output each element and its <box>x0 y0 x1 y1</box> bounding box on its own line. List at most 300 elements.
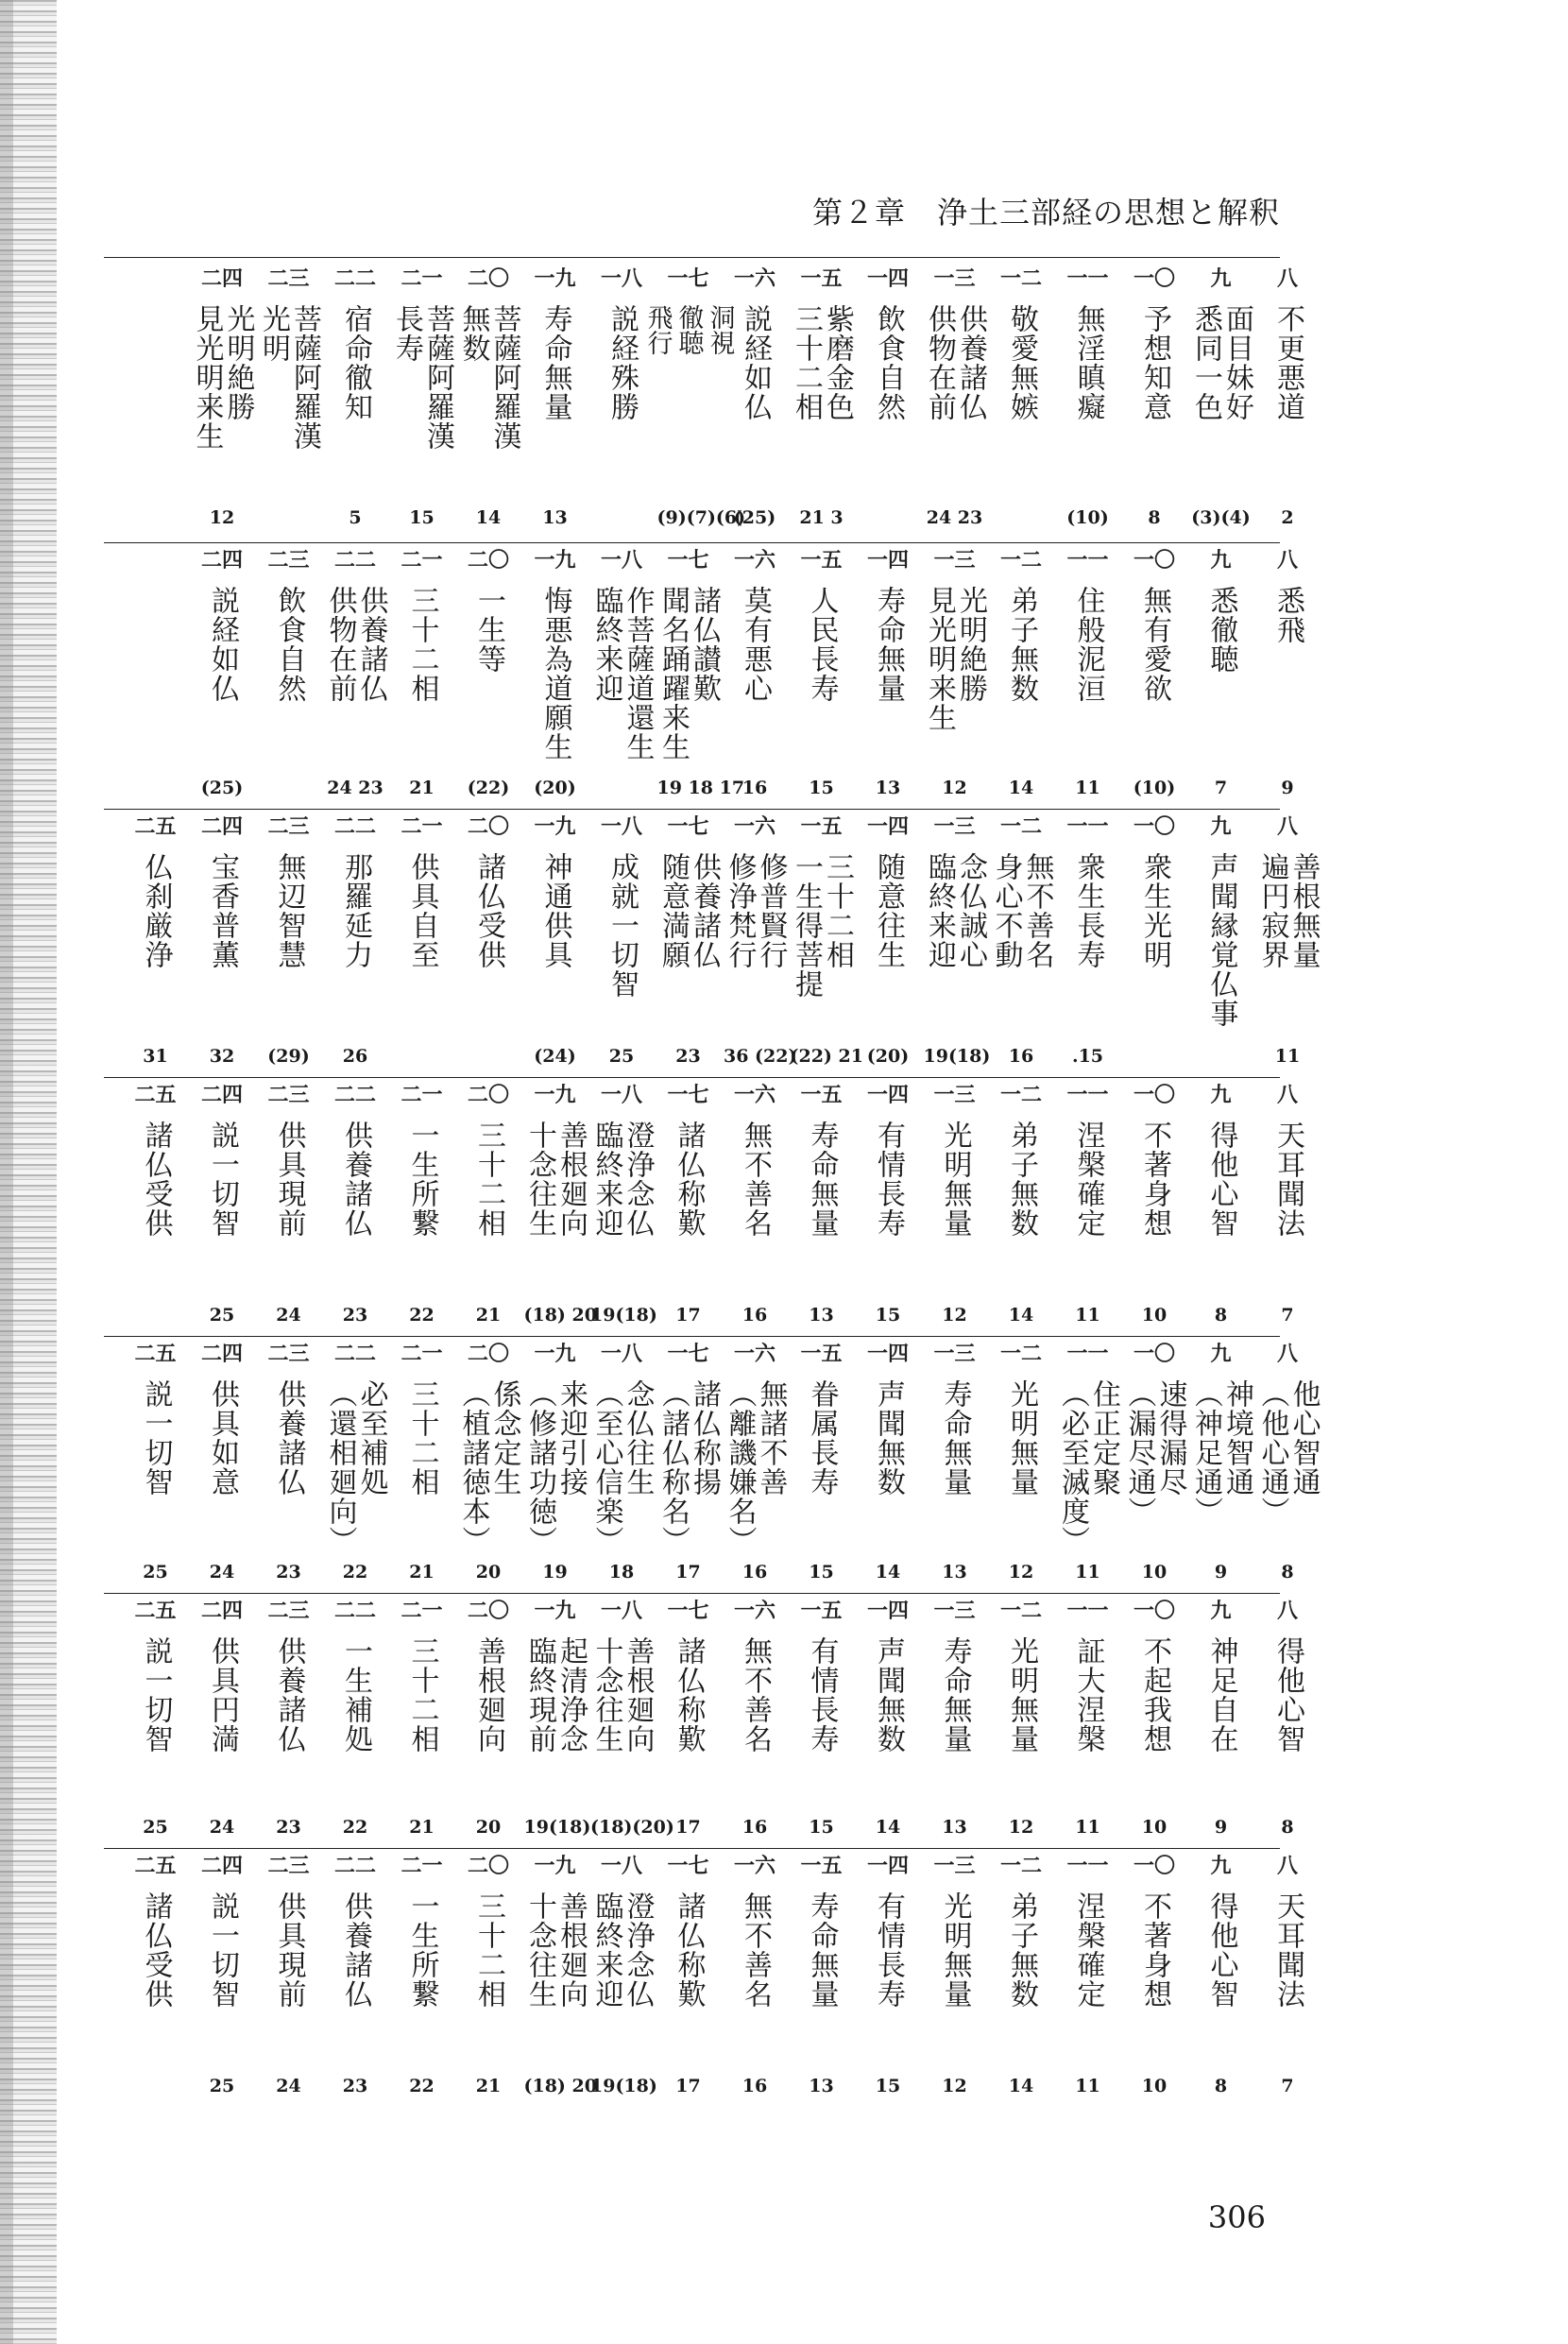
vow-title <box>873 1636 903 1754</box>
vow-title <box>1206 1636 1236 1754</box>
vow-title <box>1073 1891 1103 2009</box>
vow-reference-number: 25 <box>143 1562 168 1583</box>
vow-number: 九 <box>1210 548 1232 573</box>
vow-reference-number: 25 <box>608 1046 635 1067</box>
vow-number: 一一 <box>1066 814 1109 839</box>
table-cell <box>457 1854 520 2109</box>
vow-title-line: 十念往生 <box>523 1891 556 2009</box>
vow-title-line: 成就一切智 <box>605 852 639 999</box>
vow-title-line: 臨終来迎 <box>589 1121 623 1238</box>
vow-title-line: 供具自至 <box>405 852 439 969</box>
vow-title <box>591 586 653 761</box>
table-cell <box>391 1083 453 1338</box>
vow-reference-number: 25 <box>209 1305 235 1326</box>
table-cell <box>258 1599 320 1850</box>
vow-title <box>274 1636 304 1754</box>
vow-title <box>940 1379 970 1497</box>
table-cell <box>724 1342 786 1595</box>
table-cell <box>790 814 863 1079</box>
vow-title <box>1257 852 1319 969</box>
vow-title-line: 修普賢行 <box>754 852 788 969</box>
vow-reference-number: 10 <box>1141 2076 1167 2096</box>
vow-reference-number: 21 <box>409 1817 435 1838</box>
table-cell <box>791 1342 853 1595</box>
vow-reference-number: 14 <box>1008 1305 1034 1326</box>
vow-number: 一〇 <box>1133 1342 1175 1366</box>
vow-title-line: 念仏誠心 <box>954 852 987 969</box>
vow-reference-number: 18 <box>608 1562 635 1583</box>
vow-title-line: 悉同一色 <box>1189 304 1222 421</box>
table-cell <box>1123 1083 1185 1338</box>
vow-reference-number: 2 <box>1281 507 1294 528</box>
vow-title-line: 供具現前 <box>272 1891 306 2009</box>
table-cell <box>1057 548 1119 811</box>
vow-title <box>807 1636 837 1754</box>
vow-title <box>473 1636 503 1754</box>
vow-title-line: 涅槃確定 <box>1071 1891 1105 2009</box>
vow-title-line: 無不善名 <box>739 1121 772 1238</box>
vow-number: 一二 <box>999 548 1042 573</box>
vow-reference-number: 17 <box>675 1817 701 1838</box>
vow-number: 二一 <box>401 1599 443 1623</box>
vow-title <box>606 304 637 421</box>
vow-title <box>258 304 319 451</box>
vow-title-line: 善根廻向 <box>621 1636 655 1754</box>
vow-title-line: 臨終来迎 <box>589 586 623 703</box>
vow-title-line: 不著身想 <box>1138 1121 1171 1238</box>
vow-title-line: 速得漏尽 <box>1153 1379 1187 1497</box>
vow-reference-number: 19 <box>542 1562 568 1583</box>
vow-number: 一五 <box>800 1342 843 1366</box>
vow-number: 一四 <box>866 1083 909 1107</box>
vow-title <box>1272 304 1303 421</box>
vow-reference-number: 11 <box>1075 1817 1100 1838</box>
vow-number: 八 <box>1276 814 1298 839</box>
vow-title-line: 諸仏讃歎 <box>688 586 721 703</box>
vow-number: 八 <box>1276 1342 1298 1366</box>
vow-title-line: （他心通） <box>1255 1379 1289 1526</box>
vow-reference-number: 13 <box>875 778 901 798</box>
vow-title-line: 善根無量 <box>1287 852 1321 969</box>
table-cell <box>791 266 853 540</box>
vow-reference-number: (25) <box>200 778 244 798</box>
vow-title <box>740 304 770 421</box>
vow-reference-number: 16 <box>741 1305 768 1326</box>
table-cell <box>523 1599 591 1850</box>
vow-number: 九 <box>1210 266 1232 291</box>
table-cell <box>125 1854 187 2109</box>
vow-title-line: 眷属長寿 <box>805 1379 839 1497</box>
vow-reference-number: 24 <box>276 2076 301 2096</box>
vow-title <box>740 1636 770 1754</box>
table-cell <box>990 548 1052 811</box>
table-cell <box>457 1083 520 1338</box>
vow-number: 一四 <box>866 1854 909 1878</box>
row-separator <box>104 542 1280 543</box>
vow-title <box>873 586 903 703</box>
vow-title <box>207 1891 237 2009</box>
table-cell <box>457 266 520 540</box>
table-cell <box>924 1854 986 2109</box>
vow-number: 一〇 <box>1133 814 1175 839</box>
table-cell <box>924 1599 986 1850</box>
vow-number: 一二 <box>999 814 1042 839</box>
vow-number: 一九 <box>534 1083 576 1107</box>
vow-title <box>807 1121 837 1238</box>
vow-number: 九 <box>1210 1599 1232 1623</box>
table-cell <box>657 1854 720 2109</box>
vow-title <box>1006 1121 1036 1238</box>
table-cell <box>924 1342 986 1595</box>
table-cell <box>1057 266 1119 540</box>
vow-reference-number: 16 <box>1008 1046 1034 1067</box>
vow-reference-number: 19(18) <box>590 2076 657 2096</box>
vow-title <box>1006 1379 1036 1497</box>
vow-title-line: 供具円満 <box>206 1636 239 1754</box>
table-cell <box>1190 1599 1253 1850</box>
vow-reference-number: 10 <box>1141 1562 1167 1583</box>
table-cell <box>857 1599 919 1850</box>
vow-number: 一九 <box>534 814 576 839</box>
vow-reference-number: 17 <box>675 1562 701 1583</box>
vow-title-line: 寿命無量 <box>805 1891 839 2009</box>
table-cell <box>1190 1083 1253 1338</box>
vow-reference-number: 8 <box>1281 1817 1294 1838</box>
table-cell <box>990 1854 1052 2109</box>
table-cell <box>1190 814 1253 1079</box>
vow-title-line: 声聞無数 <box>872 1636 905 1754</box>
vow-number: 二五 <box>134 1854 177 1878</box>
row-separator <box>104 809 1280 810</box>
vow-title <box>1139 586 1169 703</box>
vow-number: 一一 <box>1066 1083 1109 1107</box>
vow-title <box>340 852 370 969</box>
vow-reference-number: 13 <box>942 1562 967 1583</box>
vow-title-line: 三十二相 <box>472 1891 505 2009</box>
vow-title-line: 光明無量 <box>1005 1379 1038 1497</box>
vow-number: 一一 <box>1066 1854 1109 1878</box>
vow-title <box>724 1379 786 1555</box>
vow-title-line: 供養諸仏 <box>339 1891 372 2009</box>
vow-title <box>940 1636 970 1754</box>
vow-number: 一三 <box>933 1083 976 1107</box>
vow-title-line: 諸仏受供 <box>139 1891 173 2009</box>
vow-reference-number: (20) <box>866 1046 910 1067</box>
vow-title-line: 説経如仏 <box>206 586 239 703</box>
table-cell <box>324 1083 386 1338</box>
vow-reference-number: (25) <box>733 507 776 528</box>
vow-title-line: 来迎引接 <box>554 1379 588 1497</box>
table-cell <box>324 548 386 811</box>
vow-title-line: 諸仏称歎 <box>672 1636 706 1754</box>
vow-title <box>1206 852 1236 1028</box>
vow-title-line: 修浄梵行 <box>723 852 757 969</box>
row-separator <box>104 1336 1280 1337</box>
vow-number: 二五 <box>134 814 177 839</box>
vow-reference-number: 22 <box>409 2076 435 2096</box>
vow-number: 一三 <box>933 1342 976 1366</box>
table-cell <box>258 266 320 540</box>
vow-number: 二三 <box>267 266 310 291</box>
vow-title <box>1272 1636 1303 1754</box>
vow-reference-number: 24 <box>209 1817 235 1838</box>
table-cell <box>791 1083 853 1338</box>
vow-title-line: 無不善名 <box>1020 852 1054 969</box>
vow-reference-number: 32 <box>209 1046 235 1067</box>
vow-number: 二四 <box>200 1854 243 1878</box>
table-cell <box>1057 1083 1119 1338</box>
vow-number: 一六 <box>733 1599 775 1623</box>
vow-title-line: 不著身想 <box>1138 1891 1171 2009</box>
vow-title-line: 十念往生 <box>523 1121 556 1238</box>
table-cell <box>191 814 253 1079</box>
vow-title-line: 光明無量 <box>1005 1636 1038 1754</box>
table-cell <box>924 266 986 540</box>
vow-title <box>1139 1636 1169 1754</box>
vow-title-line: 供物在前 <box>323 586 357 703</box>
table-cell <box>391 1342 453 1595</box>
vow-number: 二〇 <box>467 266 509 291</box>
vow-number: 一四 <box>866 814 909 839</box>
vow-number: 一九 <box>534 548 576 573</box>
vow-title-line: 仏刹厳浄 <box>139 852 173 969</box>
vow-number: 一一 <box>1066 1599 1109 1623</box>
vow-reference-number: 12 <box>942 2076 967 2096</box>
vow-title-line: 悉飛 <box>1271 586 1304 644</box>
vow-reference-number: 14 <box>875 1817 901 1838</box>
vow-number: 二三 <box>267 1599 310 1623</box>
table-cell <box>791 548 853 811</box>
vow-reference-number: 14 <box>475 507 502 528</box>
table-cell <box>589 1599 674 1850</box>
vow-number: 二〇 <box>467 814 509 839</box>
vow-number: 一五 <box>800 1599 843 1623</box>
row-separator <box>104 1848 1280 1849</box>
vow-number: 九 <box>1210 814 1232 839</box>
vow-title <box>1139 304 1169 421</box>
vow-title-line: 予想知意 <box>1138 304 1171 421</box>
vow-reference-number: 23 <box>276 1562 301 1583</box>
vow-title-line: 臨終現前 <box>523 1636 556 1754</box>
vow-title <box>606 852 637 999</box>
vow-title <box>540 586 571 761</box>
table-cell <box>857 266 919 540</box>
vow-reference-number: 12 <box>1008 1562 1034 1583</box>
vow-title-line: 一生等 <box>472 586 505 674</box>
table-cell <box>524 266 587 540</box>
vow-number: 一八 <box>600 1854 642 1878</box>
vow-reference-number: 25 <box>143 1817 168 1838</box>
vow-title-line: 莫有悪心 <box>739 586 772 703</box>
vow-reference-number: 15 <box>409 507 435 528</box>
vow-title <box>991 852 1052 969</box>
table-cell <box>724 1599 786 1850</box>
vow-reference-number: 11 <box>1075 2076 1100 2096</box>
vow-reference-number: (3)(4) <box>1191 507 1251 528</box>
vow-number: 一九 <box>534 1342 576 1366</box>
vow-title <box>141 1121 171 1238</box>
vow-title <box>940 1891 970 2009</box>
table-cell <box>324 814 386 1079</box>
table-cell <box>391 814 453 1079</box>
table-cell <box>524 548 587 811</box>
table-cell <box>724 1083 786 1338</box>
vow-title-line: 寿命無量 <box>805 1121 839 1238</box>
vow-title-line: （植諸徳本） <box>456 1379 490 1555</box>
table-cell <box>258 1342 320 1595</box>
vow-title-line: 臨終来迎 <box>589 1891 623 2009</box>
vow-reference-number: 20 <box>475 1817 502 1838</box>
vow-number: 九 <box>1210 1083 1232 1107</box>
vow-number: 二四 <box>200 266 243 291</box>
vow-reference-number: (18)(20) <box>590 1817 674 1838</box>
vow-reference-number: 13 <box>809 2076 834 2096</box>
vow-number: 二一 <box>401 1083 443 1107</box>
vow-title <box>141 1636 171 1754</box>
vow-title-line: 光明絶勝 <box>221 304 255 421</box>
vow-number: 一三 <box>933 548 976 573</box>
vow-number: 二三 <box>267 1854 310 1878</box>
table-cell <box>324 1854 386 2109</box>
vow-title <box>1206 586 1236 674</box>
table-cell <box>1123 266 1185 540</box>
vow-number: 二三 <box>267 1083 310 1107</box>
vow-title-line: （神足通） <box>1189 1379 1222 1526</box>
vow-title <box>340 1891 370 2009</box>
vow-reference-number: 19 18 17 <box>656 778 745 798</box>
table-cell <box>590 548 653 811</box>
vow-title-line: 無淫瞋癡 <box>1071 304 1105 421</box>
vow-reference-number: 12 <box>942 1305 967 1326</box>
vow-title-line: 三十二相 <box>405 586 439 703</box>
vow-number: 二四 <box>200 548 243 573</box>
vow-reference-number: 24 23 <box>926 507 983 528</box>
vow-title-line: 菩薩阿羅漢 <box>288 304 321 451</box>
vow-number: 一四 <box>866 1342 909 1366</box>
vow-title-line: （至心信楽） <box>589 1379 623 1555</box>
vow-reference-number: 17 <box>675 1305 701 1326</box>
vow-number: 一五 <box>800 814 843 839</box>
vow-title-line: 供養諸仏 <box>688 852 721 969</box>
vow-reference-number: 23 <box>342 1305 368 1326</box>
vow-title <box>141 852 171 969</box>
vow-number: 一六 <box>733 1854 775 1878</box>
table-cell <box>590 814 653 1079</box>
vow-number: 一二 <box>999 1083 1042 1107</box>
table-cell <box>791 1599 853 1850</box>
vow-title <box>924 586 985 732</box>
vow-title <box>141 1891 171 2009</box>
vow-number: 一六 <box>733 1342 775 1366</box>
vow-title <box>591 1891 653 2009</box>
vow-title <box>473 586 503 674</box>
vow-number: 一〇 <box>1133 548 1175 573</box>
vow-title-line: （必至滅度） <box>1056 1379 1089 1555</box>
table-cell <box>125 814 187 1079</box>
vow-title <box>524 1891 586 2009</box>
table-cell <box>1123 548 1185 811</box>
vow-title <box>407 1891 437 2009</box>
vow-number: 二〇 <box>467 1083 509 1107</box>
vow-title <box>540 304 571 421</box>
vow-title <box>591 1636 653 1754</box>
vow-reference-number: 19(18) <box>923 1046 991 1067</box>
vow-title-line: 天耳聞法 <box>1271 1121 1304 1238</box>
vow-title-line: 諸仏称揚 <box>688 1379 721 1497</box>
vow-number: 一八 <box>600 1083 642 1107</box>
vow-number: 二二 <box>333 1599 376 1623</box>
vow-reference-number: 13 <box>809 1305 834 1326</box>
vow-number: 一三 <box>933 814 976 839</box>
vow-number: 一九 <box>534 266 576 291</box>
vow-title <box>1139 1891 1169 2009</box>
row-separator <box>104 1077 1280 1078</box>
vow-title-line: 説一切智 <box>139 1636 173 1754</box>
vow-title-line: 起清浄念 <box>554 1636 588 1754</box>
vow-number: 二三 <box>267 1342 310 1366</box>
vow-title-line: 無不善名 <box>739 1891 772 2009</box>
vow-title <box>1139 852 1169 969</box>
table-cell <box>1057 1854 1119 2109</box>
vow-number: 一〇 <box>1133 1083 1175 1107</box>
vow-title <box>1124 1379 1185 1526</box>
table-cell <box>391 266 453 540</box>
vow-title <box>207 1379 237 1497</box>
vow-title-line: 説一切智 <box>139 1379 173 1497</box>
table-cell <box>924 1083 986 1338</box>
vow-title-line: 証大涅槃 <box>1071 1636 1105 1754</box>
vow-title <box>407 852 437 969</box>
vow-reference-number: 15 <box>875 2076 901 2096</box>
vow-reference-number: 21 <box>475 2076 502 2096</box>
vow-title <box>740 1891 770 2009</box>
vow-number: 一九 <box>534 1854 576 1878</box>
table-cell <box>324 1599 386 1850</box>
vow-title-line: 寿命無量 <box>872 586 905 703</box>
vow-number: 一二 <box>999 1854 1042 1878</box>
vow-reference-number: 14 <box>1008 2076 1034 2096</box>
table-cell <box>1256 266 1319 540</box>
vow-title-line: 三十二相 <box>472 1121 505 1238</box>
vow-title-line: 声聞無数 <box>872 1379 905 1497</box>
vow-number: 一四 <box>866 1599 909 1623</box>
vow-number: 八 <box>1276 1083 1298 1107</box>
table-cell <box>791 1854 853 2109</box>
vow-number <box>125 266 187 291</box>
vow-title-line: 念仏往生 <box>621 1379 655 1497</box>
vow-reference-number: (9)(7)(6) <box>656 507 746 528</box>
table-cell <box>990 266 1052 540</box>
table-cell <box>258 1083 320 1338</box>
vow-reference-number: (18) 20 <box>523 2076 597 2096</box>
table-cell <box>457 1342 520 1595</box>
vow-title-line: 随意往生 <box>872 852 905 969</box>
vow-title-line: 得他心智 <box>1204 1121 1238 1238</box>
vow-title <box>807 1379 837 1497</box>
vow-title-line: 有情長寿 <box>805 1636 839 1754</box>
vow-reference-number: 13 <box>542 507 568 528</box>
vow-reference-number: 9 <box>1214 1817 1228 1838</box>
vow-number: 二一 <box>401 1342 443 1366</box>
vow-title-line: 見光明来生 <box>190 304 224 451</box>
vow-title-line: 供物在前 <box>923 304 956 421</box>
vow-number: 一四 <box>866 548 909 573</box>
vow-title <box>540 852 571 969</box>
vow-title <box>458 1379 520 1555</box>
vow-number: 一八 <box>600 1599 642 1623</box>
table-cell <box>523 1854 597 2109</box>
vow-title-line: 身心不動 <box>989 852 1023 969</box>
